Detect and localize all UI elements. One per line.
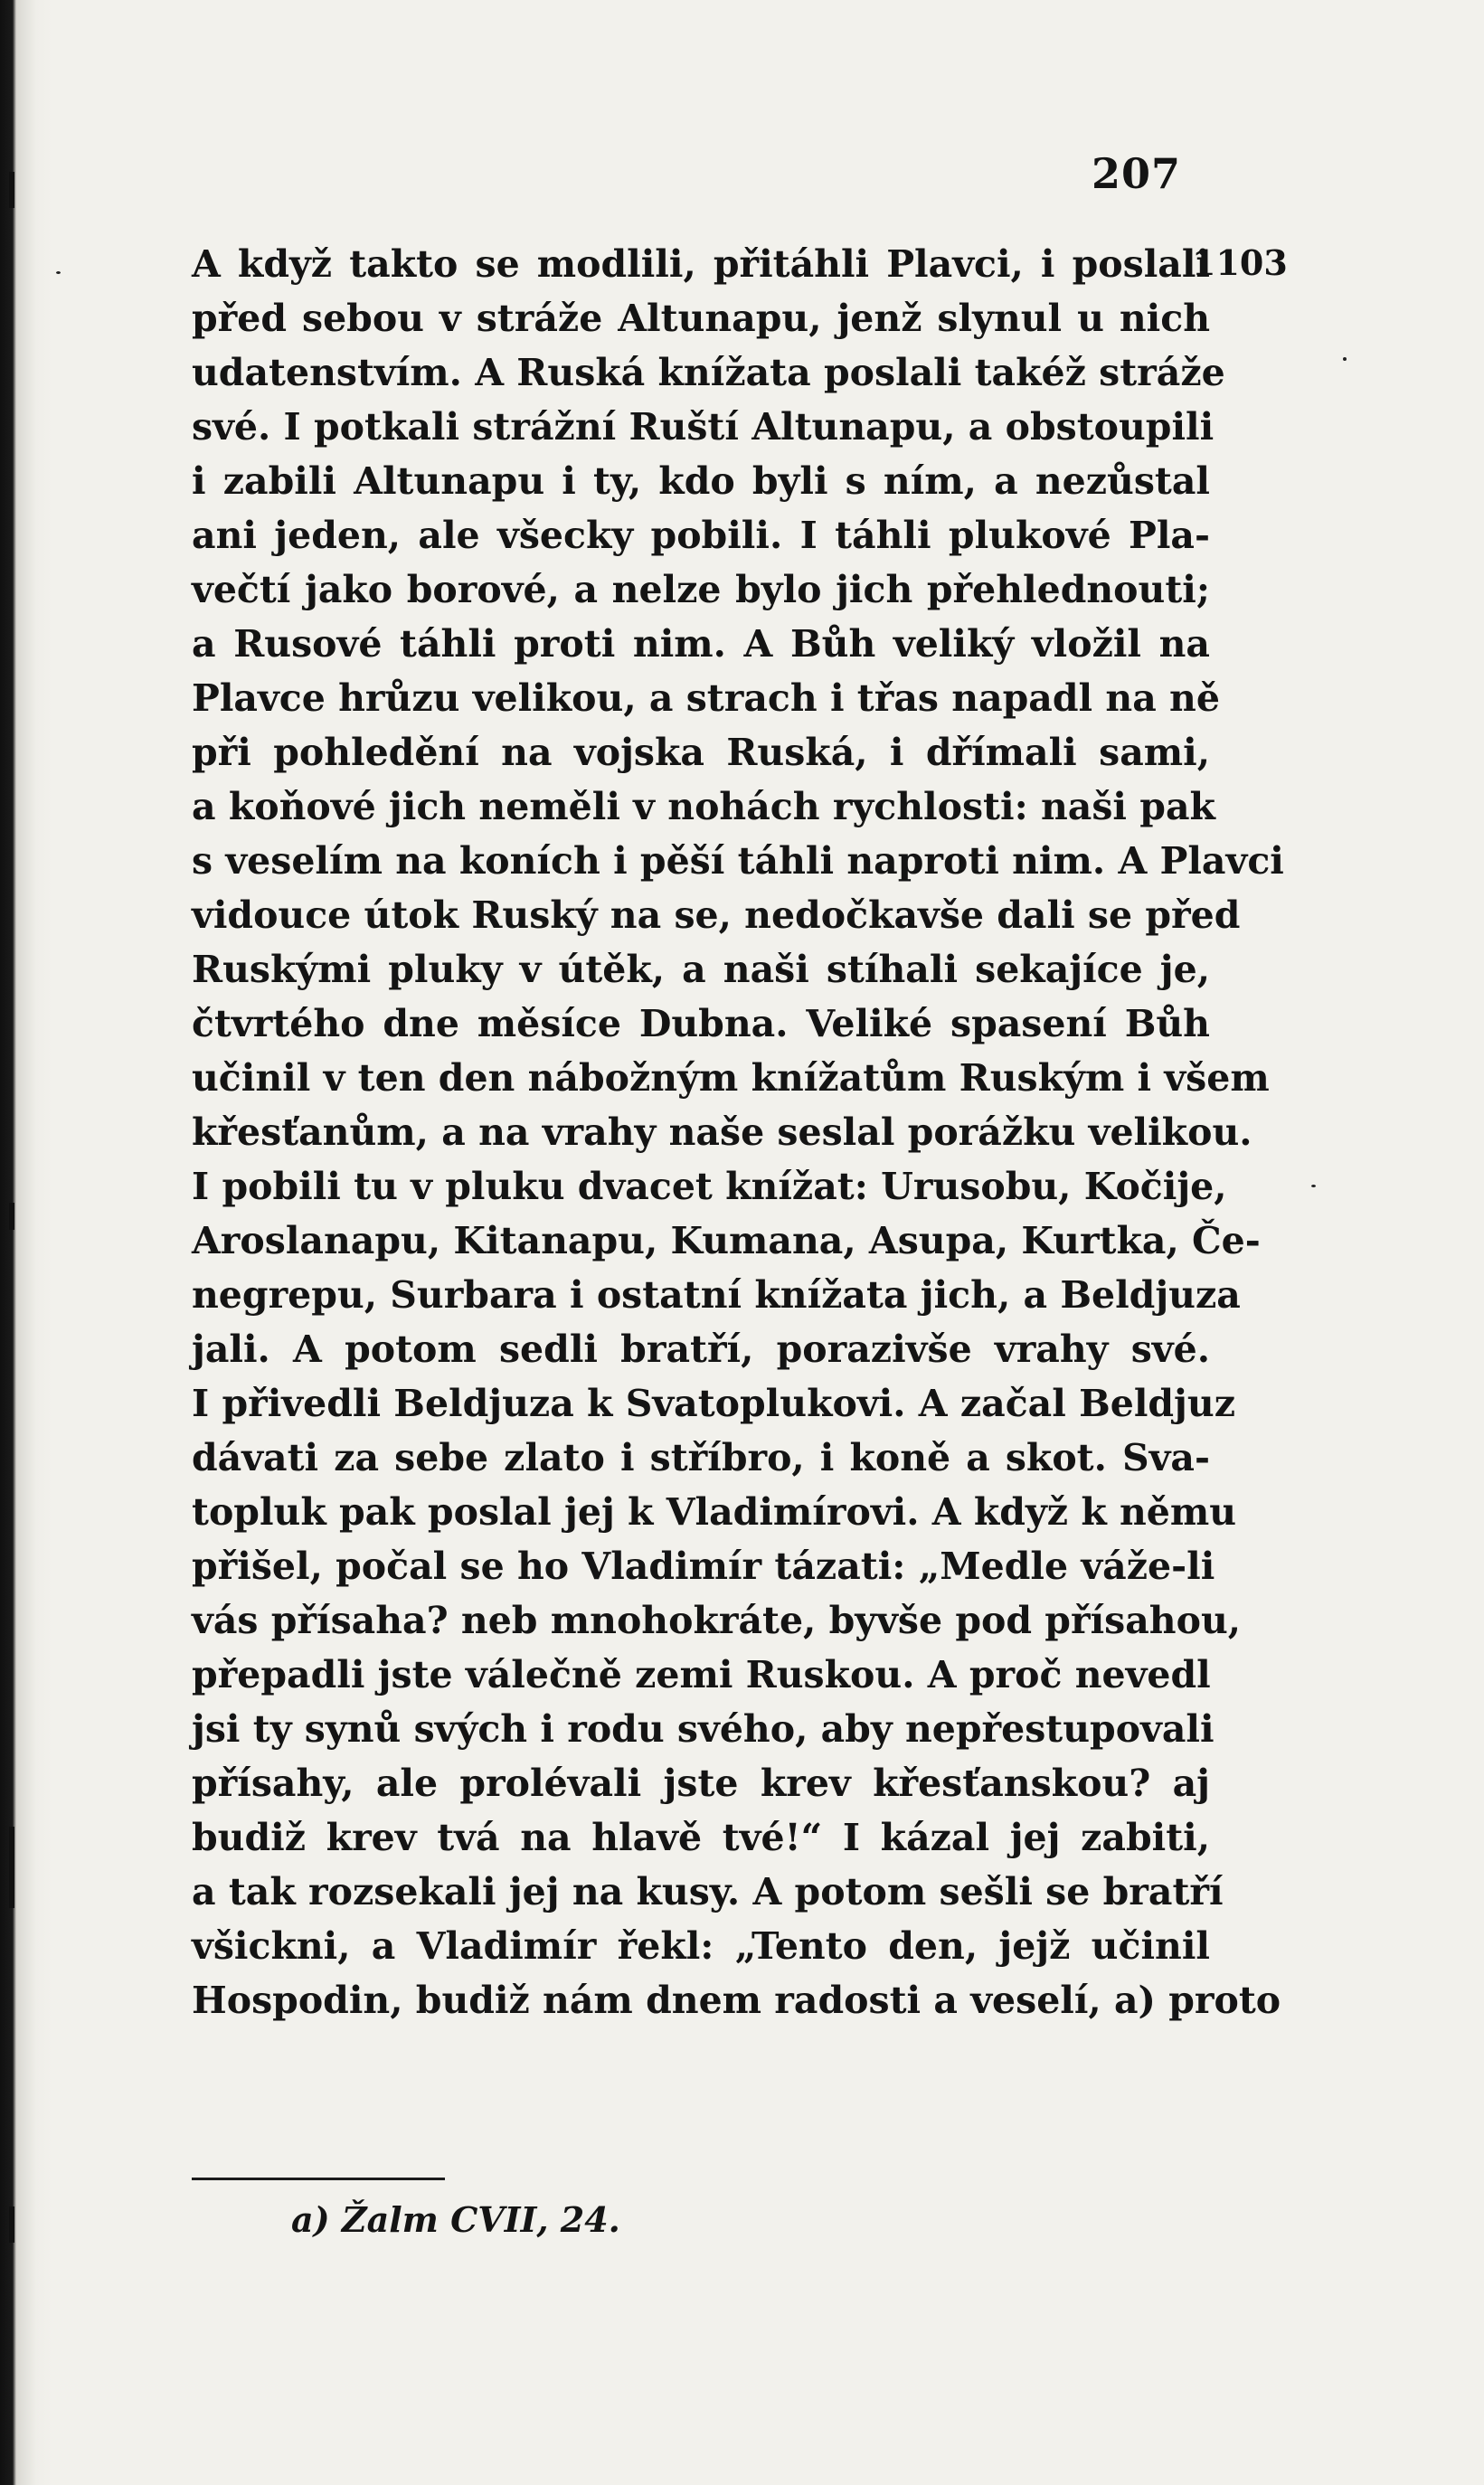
- text-line: jali. A potom sedli bratří, porazivše vrahy své.: [192, 1328, 1210, 1371]
- text-line: přišel, počal se ho Vladimír tázati: „Medle váže-li: [192, 1545, 1215, 1588]
- text-line: večtí jako borové, a nelze bylo jich přehlednouti;: [192, 568, 1210, 611]
- text-line: budiž krev tvá na hlavě tvé!“ I kázal jej zabiti,: [192, 1816, 1210, 1859]
- text-line: I přivedli Beldjuza k Svatoplukovi. A začal Beldjuz: [192, 1382, 1235, 1425]
- text-line: dávati za sebe zlato i stříbro, i koně a skot. Sva-: [192, 1436, 1210, 1479]
- text-line: topluk pak poslal jej k Vladimírovi. A když k němu: [192, 1490, 1237, 1534]
- text-line: udatenstvím. A Ruská knížata poslali takéž stráže: [192, 351, 1225, 394]
- text-line: ani jeden, ale všecky pobili. I táhli plukové Pla-: [192, 514, 1210, 557]
- text-line: vidouce útok Ruský na se, nedočkavše dali se před: [192, 893, 1241, 937]
- spine-mark: [9, 1203, 14, 1230]
- text-line: všickni, a Vladimír řekl: „Tento den, jejž učinil: [192, 1924, 1210, 1968]
- ink-speck: [56, 271, 61, 274]
- book-spine-edge: [0, 0, 52, 2485]
- margin-year: 1103: [1192, 242, 1288, 283]
- text-line: Ruskými pluky v útěk, a naši stíhali sekajíce je,: [192, 948, 1210, 991]
- text-line: negrepu, Surbara i ostatní knížata jich, a Beldjuza: [192, 1273, 1241, 1317]
- text-line: Plavce hrůzu velikou, a strach i třas napadl na ně: [192, 676, 1220, 720]
- spine-mark: [9, 2206, 14, 2243]
- text-line: přepadli jste válečně zemi Ruskou. A proč nevedl: [192, 1653, 1211, 1696]
- text-line: i zabili Altunapu i ty, kdo byli s ním, a nezůstal: [192, 459, 1210, 503]
- text-line: přísahy, ale prolévali jste krev křesťanskou? aj: [192, 1762, 1210, 1805]
- ink-speck: [1311, 1185, 1316, 1187]
- text-line: s veselím na koních i pěší táhli naproti nim. A Plavci: [192, 839, 1284, 883]
- page-number: 207: [1091, 149, 1181, 198]
- text-line: Aroslanapu, Kitanapu, Kumana, Asupa, Kurtka, Če-: [192, 1219, 1261, 1262]
- footnote: a) Žalm CVII, 24.: [291, 2199, 620, 2240]
- text-line: před sebou v stráže Altunapu, jenž slynul u nich: [192, 297, 1210, 340]
- text-line: vás přísaha? neb mnohokráte, byvše pod přísahou,: [192, 1599, 1242, 1642]
- spine-mark: [9, 1827, 14, 1908]
- text-line: jsi ty synů svých i rodu svého, aby nepřestupovali: [192, 1707, 1215, 1751]
- ink-speck: [1343, 357, 1347, 361]
- text-line: a tak rozsekali jej na kusy. A potom sešli se bratří: [192, 1870, 1224, 1913]
- spine-mark: [9, 172, 14, 208]
- text-line: Hospodin, budiž nám dnem radosti a veselí, a) proto: [192, 1979, 1281, 2022]
- footnote-divider: [192, 2178, 445, 2180]
- text-line: A když takto se modlili, přitáhli Plavci, i poslali: [192, 242, 1210, 286]
- text-line: své. I potkali strážní Ruští Altunapu, a obstoupili: [192, 405, 1215, 449]
- text-line: čtvrtého dne měsíce Dubna. Veliké spasení Bůh: [192, 1002, 1210, 1045]
- text-line: křesťanům, a na vrahy naše seslal porážku velikou.: [192, 1110, 1252, 1154]
- text-line: při pohledění na vojska Ruská, i dřímali sami,: [192, 731, 1210, 774]
- text-line: a koňové jich neměli v nohách rychlosti: naši pak: [192, 785, 1215, 828]
- text-line: učinil v ten den nábožným knížatům Ruským i všem: [192, 1056, 1270, 1100]
- text-line: I pobili tu v pluku dvacet knížat: Urusobu, Kočije,: [192, 1165, 1227, 1208]
- text-line: a Rusové táhli proti nim. A Bůh veliký vložil na: [192, 622, 1210, 666]
